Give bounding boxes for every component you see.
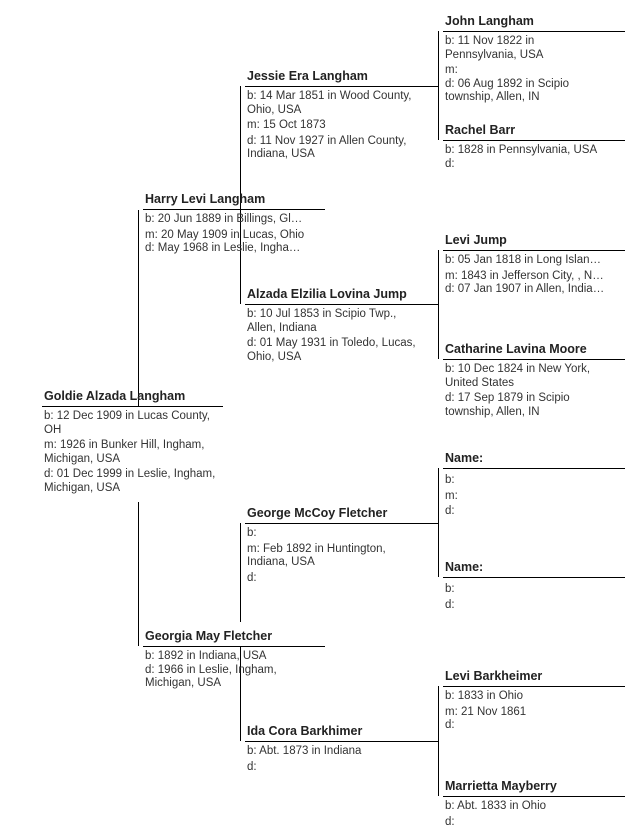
person-name: Marrietta Mayberry xyxy=(443,779,625,797)
birth-info: b: xyxy=(445,474,455,486)
birth-info: b: Abt. 1833 in Ohio xyxy=(445,800,547,812)
marriage-info: m: 21 Nov 1861 xyxy=(445,705,527,718)
connector-georgia-father xyxy=(240,523,241,622)
person-name: Levi Jump xyxy=(443,233,625,251)
person-john[interactable] xyxy=(443,14,625,105)
death-info: d: xyxy=(445,598,455,611)
birth-info: b: xyxy=(247,527,257,539)
person-levi-jump[interactable] xyxy=(443,233,625,297)
death-info: d: xyxy=(247,571,257,584)
person-name: Ida Cora Barkhimer xyxy=(245,724,439,742)
person-name: Levi Barkheimer xyxy=(443,669,625,687)
birth-info: b: 12 Dec 1909 in Lucas County, OH xyxy=(44,410,211,436)
marriage-info: m: Feb 1892 in Huntington, Indiana, USA xyxy=(247,542,386,568)
marriage-info: m: xyxy=(445,64,458,76)
person-levi-barkheimer[interactable] xyxy=(443,669,625,733)
death-info: d: 06 Aug 1892 in Scipio township, Allen, IN xyxy=(445,77,570,103)
person-marrietta[interactable] xyxy=(443,779,625,829)
death-info: d: 1966 in Leslie, Ingham, Michigan, USA xyxy=(145,663,277,689)
death-info: d: xyxy=(445,505,455,517)
death-info: d: xyxy=(445,815,455,828)
marriage-info: m: 20 May 1909 in Lucas, Ohio xyxy=(145,228,305,241)
person-name: Goldie Alzada Langham xyxy=(42,389,223,407)
birth-info: b: 1892 in Indiana, USA xyxy=(145,650,267,662)
death-info: d: 01 May 1931 in Toledo, Lucas, Ohio, USA xyxy=(247,337,416,363)
birth-info: b: Abt. 1873 in Indiana xyxy=(247,745,362,757)
person-name: Jessie Era Langham xyxy=(245,69,439,87)
birth-info: b: 11 Nov 1822 in Pennsylvania, USA xyxy=(445,35,544,61)
person-name: Catharine Lavina Moore xyxy=(443,342,625,360)
person-georgia[interactable] xyxy=(143,629,325,691)
person-ida[interactable] xyxy=(245,724,439,774)
person-name: Georgia May Fletcher xyxy=(143,629,325,647)
person-name: Name: xyxy=(443,451,625,469)
person-george[interactable] xyxy=(245,506,439,585)
person-catharine[interactable] xyxy=(443,342,625,419)
person-name: George McCoy Fletcher xyxy=(245,506,439,524)
death-info: d: xyxy=(445,719,455,731)
birth-info: b: 1833 in Ohio xyxy=(445,690,524,702)
person-name: Rachel Barr xyxy=(443,123,625,141)
person-name: John Langham xyxy=(443,14,625,32)
death-info: d: May 1968 in Leslie, Ingha… xyxy=(145,242,301,254)
person-name: Harry Levi Langham xyxy=(143,192,325,210)
birth-info: b: 14 Mar 1851 in Wood County, Ohio, USA xyxy=(247,90,412,116)
person-alzada[interactable] xyxy=(245,287,439,364)
death-info: d: xyxy=(445,157,455,170)
person-name: Alzada Elzilia Lovina Jump xyxy=(245,287,439,305)
connector-goldie-mother xyxy=(138,502,139,646)
person-jessie[interactable] xyxy=(245,69,439,162)
person-rachel[interactable] xyxy=(443,123,625,171)
death-info: d: 17 Sep 1879 in Scipio township, Allen, IN xyxy=(445,392,570,418)
marriage-info: m: xyxy=(445,489,458,502)
connector-goldie-father xyxy=(138,210,139,407)
birth-info: b: 10 Jul 1853 in Scipio Twp., Allen, Indiana xyxy=(247,308,397,334)
person-name: Name: xyxy=(443,560,625,578)
marriage-info: m: 1926 in Bunker Hill, Ingham, Michigan, USA xyxy=(44,439,205,465)
person-unknown-father[interactable] xyxy=(443,451,625,519)
birth-info: b: 20 Jun 1889 in Billings, Gl… xyxy=(145,213,303,225)
person-goldie[interactable] xyxy=(42,389,223,495)
marriage-info: m: 15 Oct 1873 xyxy=(247,119,326,131)
death-info: d: 11 Nov 1927 in Allen County, Indiana, USA xyxy=(247,134,407,160)
death-info: d: 07 Jan 1907 in Allen, India… xyxy=(445,283,605,295)
birth-info: b: 10 Dec 1824 in New York, United States xyxy=(445,363,591,389)
birth-info: b: 1828 in Pennsylvania, USA xyxy=(445,144,598,156)
death-info: d: xyxy=(247,760,257,773)
person-unknown-mother[interactable] xyxy=(443,560,625,612)
birth-info: b: 05 Jan 1818 in Long Islan… xyxy=(445,254,602,266)
person-harry[interactable] xyxy=(143,192,325,256)
marriage-info: m: 1843 in Jefferson City, , N… xyxy=(445,269,604,282)
birth-info: b: xyxy=(445,583,455,595)
death-info: d: 01 Dec 1999 in Leslie, Ingham, Michigan, USA xyxy=(44,468,216,494)
